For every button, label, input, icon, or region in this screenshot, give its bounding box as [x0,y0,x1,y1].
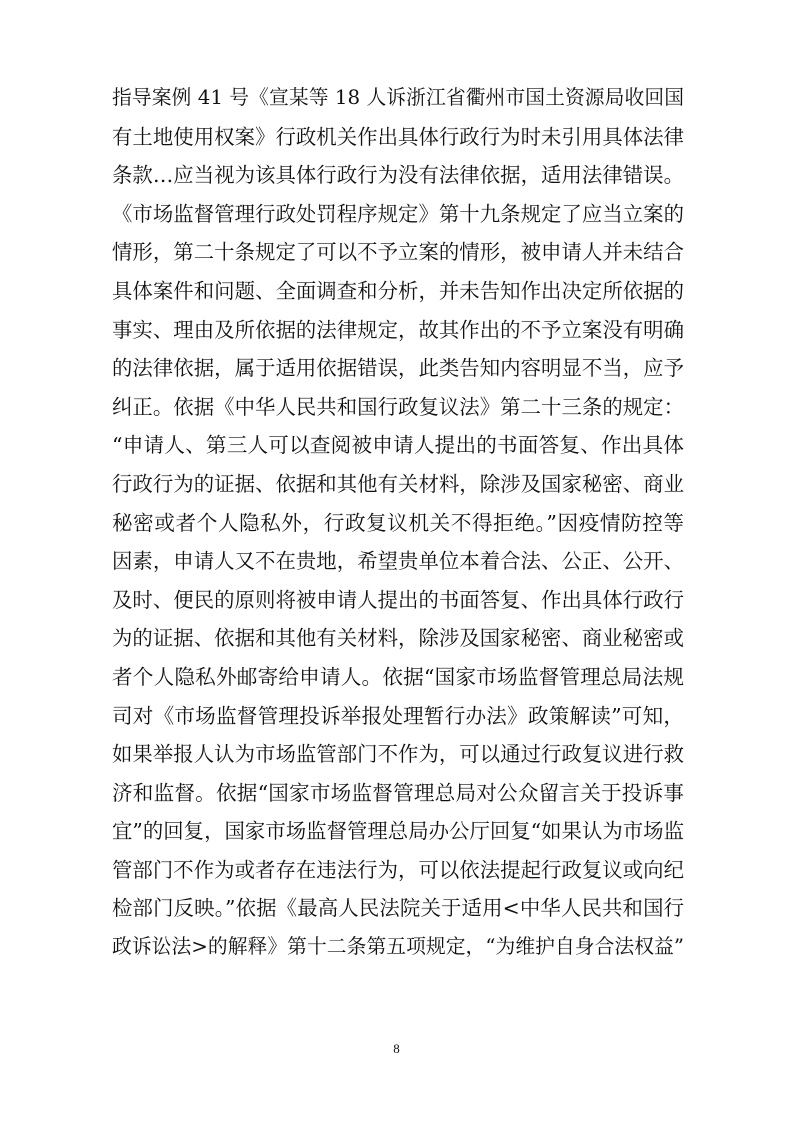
text-line: 事实、理由及所依据的法律规定，故其作出的不予立案没有明确 [112,317,684,342]
page-number: 8 [393,1041,400,1056]
text-line: 秘密或者个人隐私外，行政复议机关不得拒绝。”因疫情防控等 [112,510,684,535]
text-line: 有土地使用权案》行政机关作出具体行政行为时未引用具体法律 [112,124,684,149]
text-line: 具体案件和问题、全面调查和分析，并未告知作出决定所依据的 [112,278,684,303]
text-line: 为的证据、依据和其他有关材料，除涉及国家秘密、商业秘密或 [112,626,684,651]
text-line: 行政行为的证据、依据和其他有关材料，除涉及国家秘密、商业 [112,471,684,496]
text-line: 政诉讼法>的解释》第十二条第五项规定，“为维护自身合法权益” [112,935,684,959]
text-line: 因素，申请人又不在贵地，希望贵单位本着合法、公正、公开、 [112,549,684,574]
body-text [112,79,684,967]
text-line: 《市场监督管理行政处罚程序规定》第十九条规定了应当立案的 [112,201,684,226]
text-line: 及时、便民的原则将被申请人提出的书面答复、作出具体行政行 [112,587,684,612]
text-line: 司对《市场监督管理投诉举报处理暂行办法》政策解读”可知， [112,703,684,728]
text-line: 济和监督。依据“国家市场监督管理总局对公众留言关于投诉事 [112,780,684,805]
text-line: 管部门不作为或者存在违法行为，可以依法提起行政复议或向纪 [112,857,684,882]
text-line: 纠正。依据《中华人民共和国行政复议法》第二十三条的规定： [112,394,684,419]
text-line: 的法律依据，属于适用依据错误，此类告知内容明显不当，应予 [112,356,684,381]
text-line: 条款…应当视为该具体行政行为没有法律依据，适用法律错误。 [112,163,684,188]
text-line: 如果举报人认为市场监管部门不作为，可以通过行政复议进行救 [112,742,684,767]
text-line: 情形，第二十条规定了可以不予立案的情形，被申请人并未结合 [112,240,684,265]
text-line: 者个人隐私外邮寄给申请人。依据“国家市场监督管理总局法规 [112,664,684,689]
text-line: 检部门反映。”依据《最高人民法院关于适用<中华人民共和国行 [112,896,684,921]
text-line: “申请人、第三人可以查阅被申请人提出的书面答复、作出具体 [112,433,684,458]
text-line: 指导案例 41 号《宣某等 18 人诉浙江省衢州市国土资源局收回国 [112,86,684,109]
text-line: 宜”的回复，国家市场监督管理总局办公厅回复“如果认为市场监 [112,819,684,844]
